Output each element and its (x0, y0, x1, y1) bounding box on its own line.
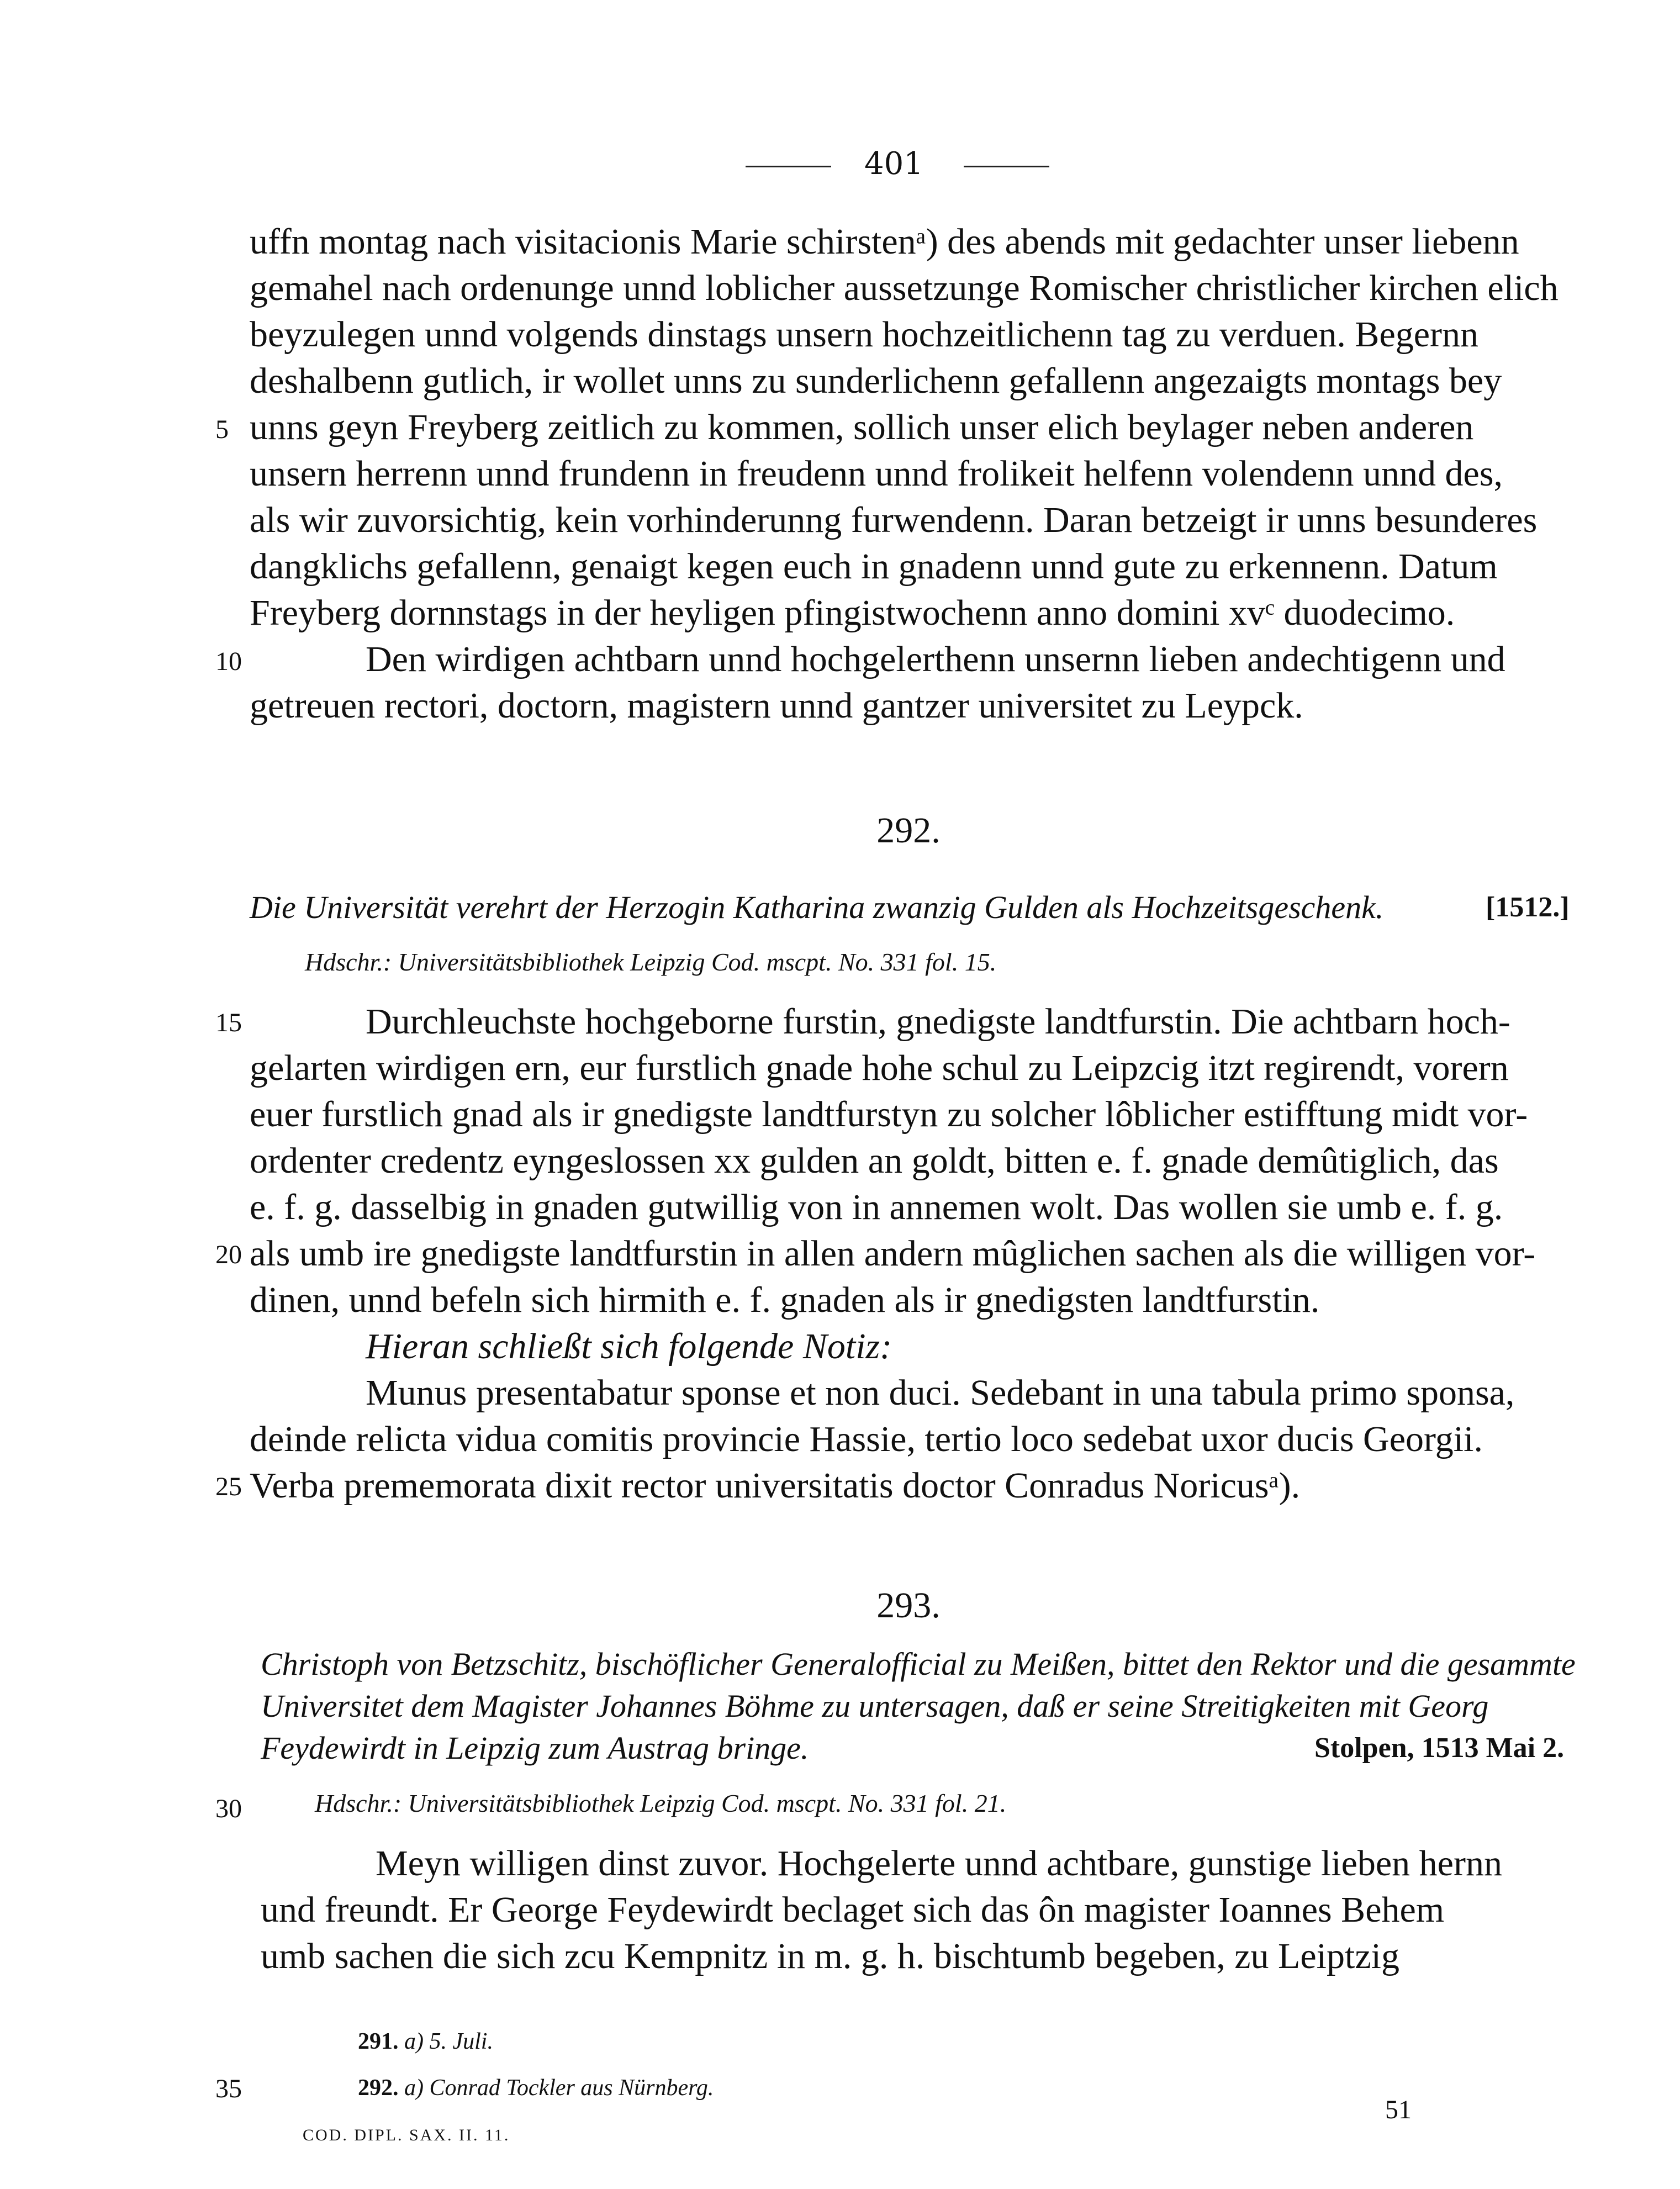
text-line: unns geyn Freyberg zeitlich zu kommen, sollich unser elich beylager neben anderen (250, 407, 1474, 447)
line-number: 30 (215, 1794, 242, 1823)
sheet-number: 51 (1385, 2095, 1412, 2124)
regest-293-line: Universitet dem Magister Johannes Böhme zu untersagen, daß er seine Streitigkeiten mit Georg (261, 1688, 1489, 1724)
text-line: e. f. g. dasselbig in gnaden gutwillig von in annemen wolt. Das wollen sie umb e. f. g. (250, 1187, 1503, 1227)
text-line: Verba prememorata dixit rector universitatis doctor Conradus Noricusᵃ). (250, 1465, 1301, 1506)
line-number: 25 (215, 1472, 242, 1501)
document-number-292: 292. (876, 810, 941, 851)
regest-292: Die Universität verehrt der Herzogin Katharina zwanzig Gulden als Hochzeitsgeschenk. (250, 889, 1384, 925)
text-line: dinen, unnd befeln sich hirmith e. f. gnaden als ir gnedigsten landtfurstin. (250, 1280, 1320, 1320)
line-number: 20 (215, 1240, 242, 1269)
header-rule-left (746, 166, 831, 167)
text-line: Freyberg dornnstags in der heyligen pfingistwochenn anno domini xvᶜ duodecimo. (250, 593, 1455, 633)
text-line: uffn montag nach visitacionis Marie schirstenᵃ) des abends mit gedachter unser liebenn (250, 221, 1519, 262)
text-line: deinde relicta vidua comitis provincie Hassie, tertio loco sedebat uxor ducis Georgii. (250, 1419, 1483, 1459)
text-line: gemahel nach ordenunge unnd loblicher aussetzunge Romischer christlicher kirchen elich (250, 268, 1559, 308)
address-line: getreuen rectori, doctorn, magistern unnd gantzer universitet zu Leypck. (250, 685, 1303, 726)
text-line: ordenter credentz eyngeslossen xx gulden an goldt, bitten e. f. gnade demûtiglich, das (250, 1141, 1499, 1181)
text-line: umb sachen die sich zcu Kempnitz in m. g. h. bischtumb begeben, zu Leiptzig (261, 1936, 1399, 1976)
footnote-ref: 292. (358, 2075, 399, 2101)
note-intro: Hieran schließt sich folgende Notiz: (366, 1326, 892, 1367)
line-number: 5 (215, 415, 229, 444)
page-number: 401 (864, 146, 923, 182)
footnote-text: a) Conrad Tockler aus Nürnberg. (404, 2075, 714, 2101)
footnote-text: a) 5. Juli. (404, 2029, 493, 2054)
regest-293-line: Christoph von Betzschitz, bischöflicher Generalofficial zu Meißen, bittet den Rektor und die gesammte (261, 1646, 1576, 1682)
source-293: Hdschr.: Universitätsbibliothek Leipzig Cod. mscpt. No. 331 fol. 21. (315, 1789, 1007, 1817)
text-line: gelarten wirdigen ern, eur furstlich gnade hohe schul zu Leipzcig itzt regirendt, vorern (250, 1048, 1509, 1088)
text-line: Meyn willigen dinst zuvor. Hochgelerte unnd achtbare, gunstige lieben hernn (376, 1843, 1502, 1884)
text-line: als wir zuvorsichtig, kein vorhinderunng furwendenn. Daran betzeigt ir unns besunderes (250, 500, 1538, 540)
text-line: unsern herrenn unnd frundenn in freudenn unnd frolikeit helfenn volendenn unnd des, (250, 453, 1503, 494)
footnote (358, 2072, 714, 2103)
line-number: 10 (215, 647, 242, 676)
date-293: Stolpen, 1513 Mai 2. (1314, 1732, 1565, 1764)
text-line: und freundt. Er George Feydewirdt beclaget sich das ôn magister Ioannes Behem (261, 1890, 1445, 1930)
regest-293-line: Feydewirdt in Leipzig zum Austrag bringe. (261, 1730, 809, 1766)
text-line: beyzulegen unnd volgends dinstags unsern hochzeitlichenn tag zu verduen. Begernn (250, 314, 1479, 355)
line-number: 15 (215, 1008, 242, 1037)
text-line: euer furstlich gnad als ir gnedigste landtfurstyn zu solcher lôblicher estifftung midt vor- (250, 1094, 1528, 1135)
signature-mark: COD. DIPL. SAX. II. 11. (303, 2126, 510, 2144)
source-292: Hdschr.: Universitätsbibliothek Leipzig Cod. mscpt. No. 331 fol. 15. (305, 948, 997, 976)
date-292: [1512.] (1486, 892, 1570, 923)
text-line: Munus presentabatur sponse et non duci. Sedebant in una tabula primo sponsa, (366, 1373, 1515, 1413)
footnote (358, 2026, 493, 2057)
document-number-293: 293. (876, 1585, 941, 1626)
text-line: als umb ire gnedigste landtfurstin in allen andern mûglichen sachen als die willigen vor- (250, 1233, 1536, 1274)
line-number: 35 (215, 2074, 242, 2103)
footnote-ref: 291. (358, 2029, 399, 2054)
text-line: Durchleuchste hochgeborne furstin, gnedigste landtfurstin. Die achtbarn hoch- (366, 1001, 1510, 1042)
header-rule-right (964, 166, 1049, 167)
page-header (740, 145, 1071, 183)
text-line: deshalbenn gutlich, ir wollet unns zu sunderlichenn gefallenn angezaigts montags bey (250, 361, 1502, 401)
address-line: Den wirdigen achtbarn unnd hochgelerthenn unsernn lieben andechtigenn und (366, 639, 1505, 679)
text-line: dangklichs gefallenn, genaigt kegen euch in gnadenn unnd gute zu erkennenn. Datum (250, 546, 1498, 587)
